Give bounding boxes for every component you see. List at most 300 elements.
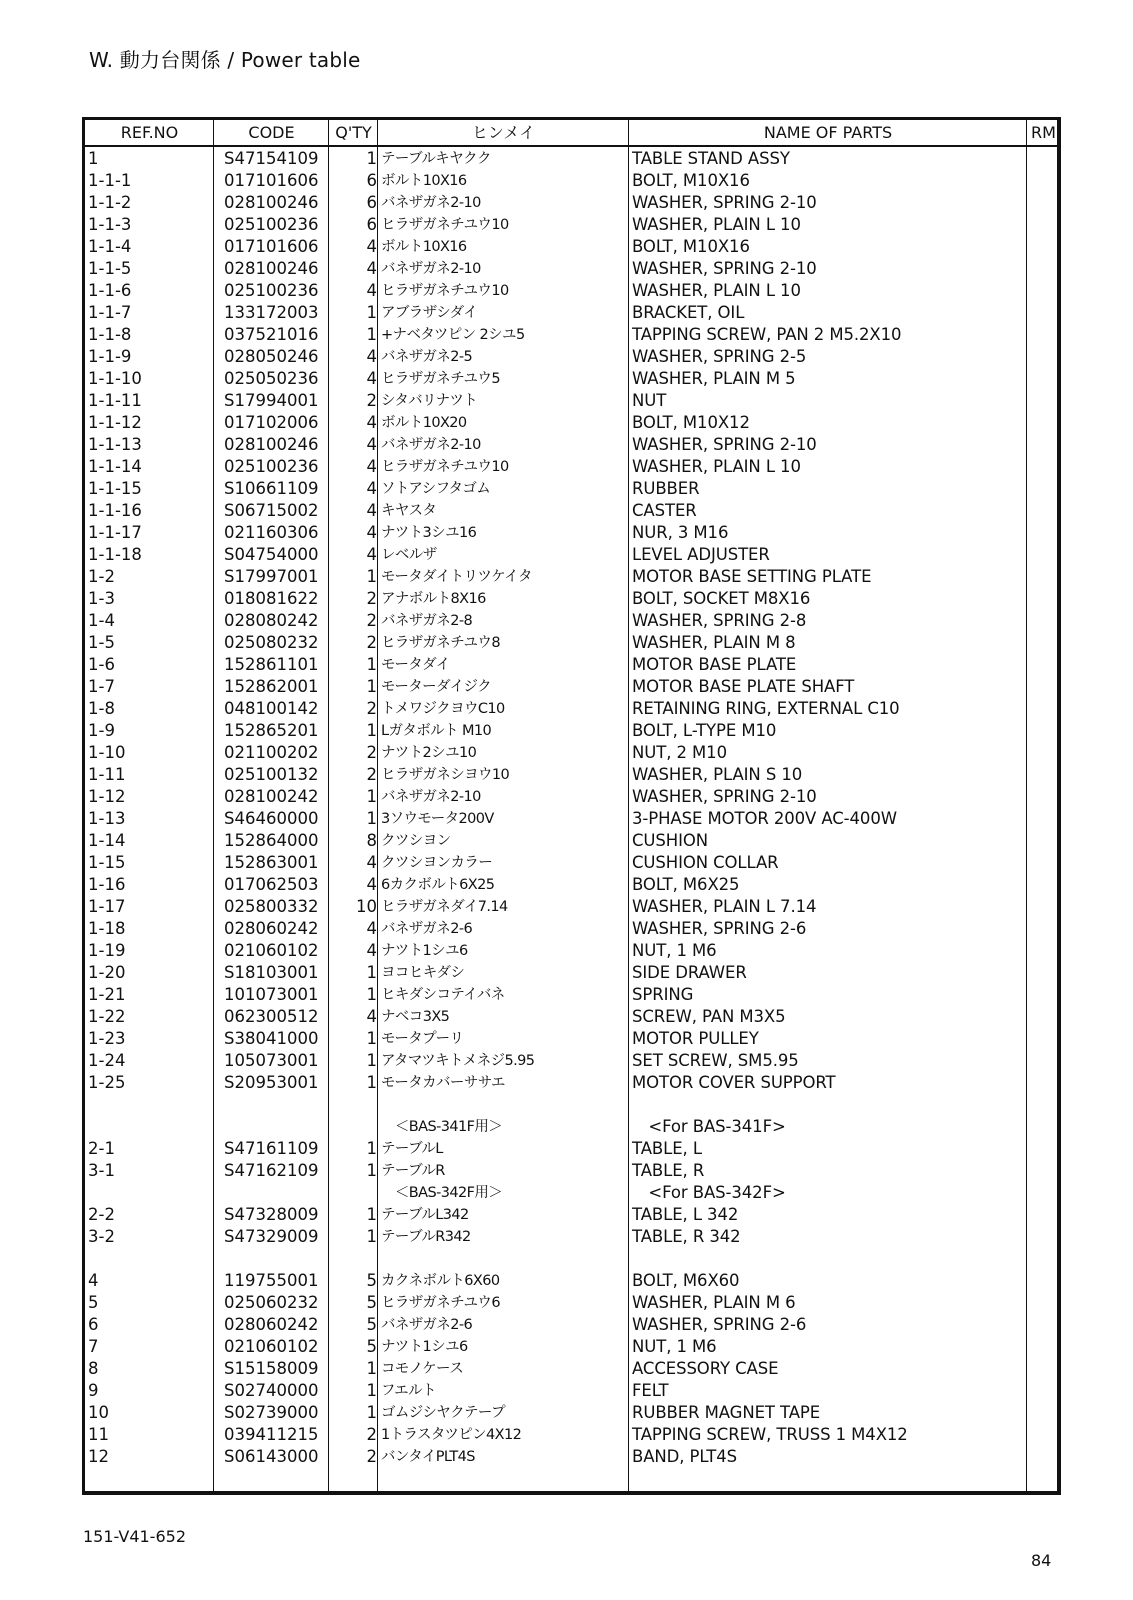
- table-row: [85, 676, 1057, 698]
- kana-name-cell: バネザガネ2-10: [381, 437, 481, 453]
- kana-name-cell: コモノケース: [381, 1361, 464, 1377]
- qty-cell: 4: [366, 479, 377, 498]
- part-name-cell: WASHER, SPRING 2-10: [632, 787, 817, 806]
- code-cell: 021060102: [224, 941, 319, 960]
- ref-no-cell: 1-11: [88, 765, 126, 784]
- table-row: [85, 852, 1057, 874]
- part-name-cell: TAPPING SCREW, TRUSS 1 M4X12: [632, 1425, 908, 1444]
- part-name-cell: ACCESSORY CASE: [632, 1359, 779, 1378]
- ref-no-cell: 1-20: [88, 963, 126, 982]
- code-cell: S18103001: [224, 963, 319, 982]
- code-cell: 025100236: [224, 457, 319, 476]
- qty-cell: 4: [366, 941, 377, 960]
- code-cell: 028060242: [224, 919, 319, 938]
- ref-no-cell: 1-10: [88, 743, 126, 762]
- code-cell: 028100246: [224, 193, 319, 212]
- part-name-cell: WASHER, SPRING 2-10: [632, 435, 817, 454]
- code-cell: 021060102: [224, 1337, 319, 1356]
- part-name-cell: WASHER, SPRING 2-6: [632, 919, 807, 938]
- ref-no-cell: 1-1-9: [88, 347, 132, 366]
- part-name-cell: TABLE, L 342: [632, 1205, 739, 1224]
- kana-name-cell: ボルト10X16: [381, 239, 467, 255]
- qty-cell: 2: [366, 589, 377, 608]
- part-name-cell: TAPPING SCREW, PAN 2 M5.2X10: [632, 325, 902, 344]
- kana-name-cell: Lガタボルト M10: [381, 723, 492, 739]
- ref-no-cell: 2-1: [88, 1139, 115, 1158]
- code-cell: S06143000: [224, 1447, 319, 1466]
- code-cell: S17997001: [224, 567, 319, 586]
- part-name-cell: WASHER, PLAIN L 10: [632, 215, 801, 234]
- code-cell: 152864000: [224, 831, 319, 850]
- qty-cell: 1: [366, 809, 377, 828]
- kana-name-cell: シタバリナツト: [381, 393, 478, 409]
- ref-no-cell: 1-2: [88, 567, 115, 586]
- code-cell: 119755001: [224, 1271, 319, 1290]
- kana-name-cell: ＜BAS-341F用＞: [381, 1119, 503, 1135]
- part-name-cell: WASHER, PLAIN M 8: [632, 633, 796, 652]
- code-cell: 048100142: [224, 699, 319, 718]
- ref-no-cell: 1-1-17: [88, 523, 142, 542]
- table-row: [85, 1314, 1057, 1336]
- col-header-rm: RM: [1031, 123, 1056, 142]
- ref-no-cell: 1-1-18: [88, 545, 142, 564]
- qty-cell: 1: [366, 1029, 377, 1048]
- table-row: [85, 214, 1057, 236]
- code-cell: 039411215: [224, 1425, 319, 1444]
- table-row: [85, 170, 1057, 192]
- kana-name-cell: クツシヨン: [381, 833, 451, 849]
- kana-name-cell: ヒラザガネダイ7.14: [381, 899, 508, 915]
- kana-name-cell: モータダイ: [381, 657, 450, 673]
- code-cell: 028060242: [224, 1315, 319, 1334]
- qty-cell: 4: [366, 369, 377, 388]
- kana-name-cell: ヨコヒキダシ: [381, 965, 465, 981]
- qty-cell: 5: [366, 1293, 377, 1312]
- qty-cell: 4: [366, 875, 377, 894]
- code-cell: 105073001: [224, 1051, 319, 1070]
- part-name-cell: WASHER, PLAIN L 10: [632, 281, 801, 300]
- ref-no-cell: 2-2: [88, 1205, 115, 1224]
- table-row: [85, 390, 1057, 412]
- kana-name-cell: +ナベタツピン 2シユ5: [381, 327, 525, 343]
- table-row: [85, 1182, 1057, 1204]
- qty-cell: 1: [366, 1161, 377, 1180]
- table-row: [85, 368, 1057, 390]
- qty-cell: 4: [366, 501, 377, 520]
- ref-no-cell: 1-9: [88, 721, 115, 740]
- kana-name-cell: ナベコ3X5: [381, 1009, 450, 1025]
- part-name-cell: 3-PHASE MOTOR 200V AC-400W: [632, 809, 897, 828]
- qty-cell: 4: [366, 347, 377, 366]
- ref-no-cell: 1-7: [88, 677, 115, 696]
- kana-name-cell: ヒラザガネチユウ10: [381, 459, 509, 475]
- code-cell: 133172003: [224, 303, 319, 322]
- part-name-cell: SPRING: [632, 985, 694, 1004]
- part-name-cell: NUT: [632, 391, 667, 410]
- ref-no-cell: 1-1-11: [88, 391, 142, 410]
- kana-name-cell: モータダイトリツケイタ: [381, 569, 532, 585]
- part-name-cell: TABLE, R 342: [632, 1227, 741, 1246]
- qty-cell: 6: [366, 171, 377, 190]
- ref-no-cell: 1-1-15: [88, 479, 142, 498]
- table-row: [85, 1292, 1057, 1314]
- ref-no-cell: 7: [88, 1337, 99, 1356]
- table-header: [85, 120, 1057, 147]
- kana-name-cell: ヒラザガネチユウ10: [381, 217, 509, 233]
- ref-no-cell: 1-17: [88, 897, 126, 916]
- kana-name-cell: バネザガネ2-10: [381, 195, 481, 211]
- table-row: [85, 192, 1057, 214]
- qty-cell: 2: [366, 1425, 377, 1444]
- part-name-cell: BAND, PLT4S: [632, 1447, 737, 1466]
- table-row: [85, 874, 1057, 896]
- ref-no-cell: 11: [88, 1425, 109, 1444]
- code-cell: 037521016: [224, 325, 319, 344]
- ref-no-cell: 1-1-2: [88, 193, 132, 212]
- ref-no-cell: 1-1-8: [88, 325, 132, 344]
- table-row: [85, 918, 1057, 940]
- table-row: [85, 1028, 1057, 1050]
- ref-no-cell: 1-21: [88, 985, 126, 1004]
- table-row: [85, 236, 1057, 258]
- qty-cell: 1: [366, 787, 377, 806]
- part-name-cell: FELT: [632, 1381, 669, 1400]
- qty-cell: 1: [366, 721, 377, 740]
- part-name-cell: TABLE, L: [632, 1139, 702, 1158]
- table-row: [85, 1446, 1057, 1468]
- part-name-cell: BOLT, M6X60: [632, 1271, 740, 1290]
- code-cell: 025050236: [224, 369, 319, 388]
- kana-name-cell: ＜BAS-342F用＞: [381, 1185, 503, 1201]
- part-name-cell: TABLE, R: [632, 1161, 705, 1180]
- part-name-cell: BOLT, M10X16: [632, 171, 750, 190]
- code-cell: S46460000: [224, 809, 319, 828]
- kana-name-cell: テーブルR: [381, 1163, 445, 1179]
- code-cell: S04754000: [224, 545, 319, 564]
- code-cell: 152865201: [224, 721, 319, 740]
- ref-no-cell: 1-1-12: [88, 413, 142, 432]
- parts-table: [82, 117, 1061, 1495]
- kana-name-cell: テーブルL: [381, 1141, 443, 1157]
- part-name-cell: BOLT, M10X16: [632, 237, 750, 256]
- code-cell: 101073001: [224, 985, 319, 1004]
- table-row: [85, 588, 1057, 610]
- qty-cell: 1: [366, 303, 377, 322]
- table-row: [85, 984, 1057, 1006]
- qty-cell: 2: [366, 699, 377, 718]
- part-name-cell: BOLT, SOCKET M8X16: [632, 589, 811, 608]
- qty-cell: 1: [366, 1359, 377, 1378]
- table-row: [85, 412, 1057, 434]
- kana-name-cell: ヒラザガネチユウ8: [381, 635, 500, 651]
- col-header-qty: Q'TY: [335, 123, 372, 142]
- page-title: W. 動力台関係 / Power table: [89, 48, 361, 72]
- code-cell: S17994001: [224, 391, 319, 410]
- ref-no-cell: 1-1-4: [88, 237, 132, 256]
- part-name-cell: MOTOR BASE PLATE: [632, 655, 797, 674]
- table-row: [85, 1336, 1057, 1358]
- code-cell: 028080242: [224, 611, 319, 630]
- kana-name-cell: ゴムジシヤクテープ: [381, 1405, 506, 1421]
- kana-name-cell: カクネボルト6X60: [381, 1273, 500, 1289]
- qty-cell: 4: [366, 919, 377, 938]
- code-cell: S47328009: [224, 1205, 319, 1224]
- part-name-cell: BOLT, L-TYPE M10: [632, 721, 777, 740]
- col-header-ref: REF.NO: [120, 123, 179, 142]
- table-row: [85, 764, 1057, 786]
- part-name-cell: WASHER, PLAIN S 10: [632, 765, 803, 784]
- qty-cell: 4: [366, 237, 377, 256]
- ref-no-cell: 3-1: [88, 1161, 115, 1180]
- table-row: [85, 478, 1057, 500]
- table-row: [85, 1424, 1057, 1446]
- kana-name-cell: テーブルL342: [381, 1207, 469, 1223]
- ref-no-cell: 1-13: [88, 809, 126, 828]
- part-name-cell: WASHER, PLAIN L 7.14: [632, 897, 817, 916]
- code-cell: S10661109: [224, 479, 319, 498]
- ref-no-cell: 1-18: [88, 919, 126, 938]
- code-cell: 152861101: [224, 655, 319, 674]
- ref-no-cell: 1-1-6: [88, 281, 132, 300]
- qty-cell: 1: [366, 1051, 377, 1070]
- ref-no-cell: 1-16: [88, 875, 126, 894]
- part-name-cell: NUT, 1 M6: [632, 941, 717, 960]
- table-row: [85, 1248, 1057, 1270]
- part-name-cell: WASHER, SPRING 2-10: [632, 193, 817, 212]
- code-cell: 025060232: [224, 1293, 319, 1312]
- qty-cell: 2: [366, 1447, 377, 1466]
- qty-cell: 1: [366, 1403, 377, 1422]
- code-cell: 017101606: [224, 237, 319, 256]
- table-row: [85, 1160, 1057, 1182]
- kana-name-cell: ボルト10X16: [381, 173, 467, 189]
- qty-cell: 1: [366, 567, 377, 586]
- code-cell: S38041000: [224, 1029, 319, 1048]
- ref-no-cell: 1-19: [88, 941, 126, 960]
- kana-name-cell: テーブルR342: [381, 1229, 471, 1245]
- part-name-cell: BOLT, M10X12: [632, 413, 750, 432]
- qty-cell: 4: [366, 435, 377, 454]
- table-row: [85, 808, 1057, 830]
- part-name-cell: CUSHION COLLAR: [632, 853, 779, 872]
- kana-name-cell: バネザガネ2-8: [381, 613, 473, 629]
- table-row: [85, 698, 1057, 720]
- code-cell: 028100246: [224, 435, 319, 454]
- part-name-cell: SIDE DRAWER: [632, 963, 747, 982]
- table-row: [85, 500, 1057, 522]
- table-row: [85, 456, 1057, 478]
- qty-cell: 1: [366, 985, 377, 1004]
- table-row: [85, 302, 1057, 324]
- qty-cell: 1: [366, 963, 377, 982]
- kana-name-cell: ヒラザガネチユウ6: [381, 1295, 500, 1311]
- kana-name-cell: トメワジクヨウC10: [381, 701, 505, 717]
- kana-name-cell: バネザガネ2-6: [381, 921, 473, 937]
- kana-name-cell: レベルザ: [381, 547, 437, 563]
- ref-no-cell: 1-5: [88, 633, 115, 652]
- part-name-cell: CUSHION: [632, 831, 708, 850]
- part-name-cell: TABLE STAND ASSY: [632, 149, 790, 168]
- part-name-cell: <For BAS-342F>: [632, 1183, 786, 1202]
- table-row: [85, 522, 1057, 544]
- part-name-cell: NUT, 1 M6: [632, 1337, 717, 1356]
- table-row: [85, 434, 1057, 456]
- col-header-code: CODE: [248, 123, 295, 142]
- qty-cell: 5: [366, 1271, 377, 1290]
- ref-no-cell: 3-2: [88, 1227, 115, 1246]
- code-cell: S06715002: [224, 501, 319, 520]
- code-cell: S47329009: [224, 1227, 319, 1246]
- table-row: [85, 1204, 1057, 1226]
- kana-name-cell: ヒラザガネチユウ5: [381, 371, 500, 387]
- kana-name-cell: 3ソウモータ200V: [381, 811, 494, 827]
- col-header-name: NAME OF PARTS: [763, 123, 893, 142]
- kana-name-cell: 1トラスタツピン4X12: [381, 1427, 522, 1443]
- kana-name-cell: キヤスタ: [381, 503, 437, 519]
- kana-name-cell: テーブルキヤクク: [381, 151, 491, 167]
- kana-name-cell: モータプーリ: [381, 1031, 464, 1047]
- kana-name-cell: バネザガネ2-10: [381, 789, 481, 805]
- code-cell: 152862001: [224, 677, 319, 696]
- part-name-cell: BRACKET, OIL: [632, 303, 745, 322]
- code-cell: S47161109: [224, 1139, 319, 1158]
- table-row: [85, 1006, 1057, 1028]
- qty-cell: 4: [366, 1007, 377, 1026]
- kana-name-cell: ナツト1シユ6: [381, 943, 468, 959]
- qty-cell: 2: [366, 391, 377, 410]
- qty-cell: 1: [366, 677, 377, 696]
- code-cell: 025100236: [224, 215, 319, 234]
- code-cell: 028100246: [224, 259, 319, 278]
- table-body: [85, 148, 1057, 1468]
- code-cell: 018081622: [224, 589, 319, 608]
- part-name-cell: MOTOR PULLEY: [632, 1029, 759, 1048]
- code-cell: 025800332: [224, 897, 319, 916]
- part-name-cell: <For BAS-341F>: [632, 1117, 786, 1136]
- qty-cell: 4: [366, 413, 377, 432]
- code-cell: 017102006: [224, 413, 319, 432]
- code-cell: S15158009: [224, 1359, 319, 1378]
- part-name-cell: RUBBER MAGNET TAPE: [632, 1403, 821, 1422]
- part-name-cell: CASTER: [632, 501, 697, 520]
- qty-cell: 4: [366, 457, 377, 476]
- kana-name-cell: バネザガネ2-5: [381, 349, 473, 365]
- ref-no-cell: 1-14: [88, 831, 126, 850]
- part-name-cell: MOTOR COVER SUPPORT: [632, 1073, 836, 1092]
- kana-name-cell: バネザガネ2-6: [381, 1317, 473, 1333]
- table-row: [85, 896, 1057, 918]
- kana-name-cell: モーターダイジク: [381, 679, 492, 695]
- part-name-cell: MOTOR BASE PLATE SHAFT: [632, 677, 855, 696]
- qty-cell: 2: [366, 611, 377, 630]
- table-row: [85, 1380, 1057, 1402]
- document-code: 151-V41-652: [83, 1527, 186, 1546]
- ref-no-cell: 1-1-7: [88, 303, 132, 322]
- part-name-cell: LEVEL ADJUSTER: [632, 545, 770, 564]
- ref-no-cell: 9: [88, 1381, 99, 1400]
- ref-no-cell: 1: [88, 149, 99, 168]
- code-cell: 025080232: [224, 633, 319, 652]
- qty-cell: 2: [366, 743, 377, 762]
- kana-name-cell: ボルト10X20: [381, 415, 467, 431]
- col-header-kana: ヒンメイ: [471, 123, 536, 142]
- ref-no-cell: 1-4: [88, 611, 115, 630]
- kana-name-cell: フエルト: [381, 1383, 436, 1399]
- qty-cell: 1: [366, 655, 377, 674]
- table-row: [85, 1358, 1057, 1380]
- ref-no-cell: 1-6: [88, 655, 115, 674]
- qty-cell: 4: [366, 281, 377, 300]
- ref-no-cell: 1-1-5: [88, 259, 132, 278]
- ref-no-cell: 1-24: [88, 1051, 126, 1070]
- qty-cell: 1: [366, 325, 377, 344]
- code-cell: S20953001: [224, 1073, 319, 1092]
- qty-cell: 1: [366, 1227, 377, 1246]
- table-row: [85, 1116, 1057, 1138]
- ref-no-cell: 1-1-3: [88, 215, 132, 234]
- part-name-cell: SCREW, PAN M3X5: [632, 1007, 786, 1026]
- qty-cell: 8: [366, 831, 377, 850]
- part-name-cell: RUBBER: [632, 479, 700, 498]
- qty-cell: 6: [366, 193, 377, 212]
- table-row: [85, 346, 1057, 368]
- code-cell: 017101606: [224, 171, 319, 190]
- table-row: [85, 742, 1057, 764]
- part-name-cell: WASHER, SPRING 2-5: [632, 347, 807, 366]
- kana-name-cell: モータカバーササエ: [381, 1075, 505, 1091]
- kana-name-cell: ヒラザガネチユウ10: [381, 283, 509, 299]
- qty-cell: 10: [356, 897, 377, 916]
- table-row: [85, 720, 1057, 742]
- code-cell: S47162109: [224, 1161, 319, 1180]
- part-name-cell: WASHER, PLAIN M 6: [632, 1293, 796, 1312]
- code-cell: 062300512: [224, 1007, 319, 1026]
- qty-cell: 1: [366, 1073, 377, 1092]
- table-row: [85, 258, 1057, 280]
- part-name-cell: BOLT, M6X25: [632, 875, 740, 894]
- qty-cell: 2: [366, 633, 377, 652]
- table-row: [85, 1270, 1057, 1292]
- ref-no-cell: 1-1-14: [88, 457, 142, 476]
- table-row: [85, 786, 1057, 808]
- qty-cell: 5: [366, 1315, 377, 1334]
- kana-name-cell: ナツト1シユ6: [381, 1339, 468, 1355]
- part-name-cell: MOTOR BASE SETTING PLATE: [632, 567, 872, 586]
- code-cell: S47154109: [224, 149, 319, 168]
- part-name-cell: SET SCREW, SM5.95: [632, 1051, 799, 1070]
- code-cell: 028100242: [224, 787, 319, 806]
- table-row: [85, 148, 1057, 170]
- ref-no-cell: 1-12: [88, 787, 126, 806]
- table-row: [85, 566, 1057, 588]
- qty-cell: 1: [366, 149, 377, 168]
- kana-name-cell: アタマツキトメネジ5.95: [381, 1053, 535, 1069]
- qty-cell: 4: [366, 259, 377, 278]
- code-cell: 152863001: [224, 853, 319, 872]
- table-row: [85, 1402, 1057, 1424]
- ref-no-cell: 1-3: [88, 589, 115, 608]
- qty-cell: 4: [366, 853, 377, 872]
- qty-cell: 5: [366, 1337, 377, 1356]
- table-row: [85, 1050, 1057, 1072]
- part-name-cell: WASHER, SPRING 2-8: [632, 611, 807, 630]
- kana-name-cell: 6カクボルト6X25: [381, 877, 495, 893]
- ref-no-cell: 12: [88, 1447, 109, 1466]
- ref-no-cell: 6: [88, 1315, 99, 1334]
- kana-name-cell: ヒキダシコテイバネ: [381, 987, 505, 1003]
- qty-cell: 6: [366, 215, 377, 234]
- table-row: [85, 544, 1057, 566]
